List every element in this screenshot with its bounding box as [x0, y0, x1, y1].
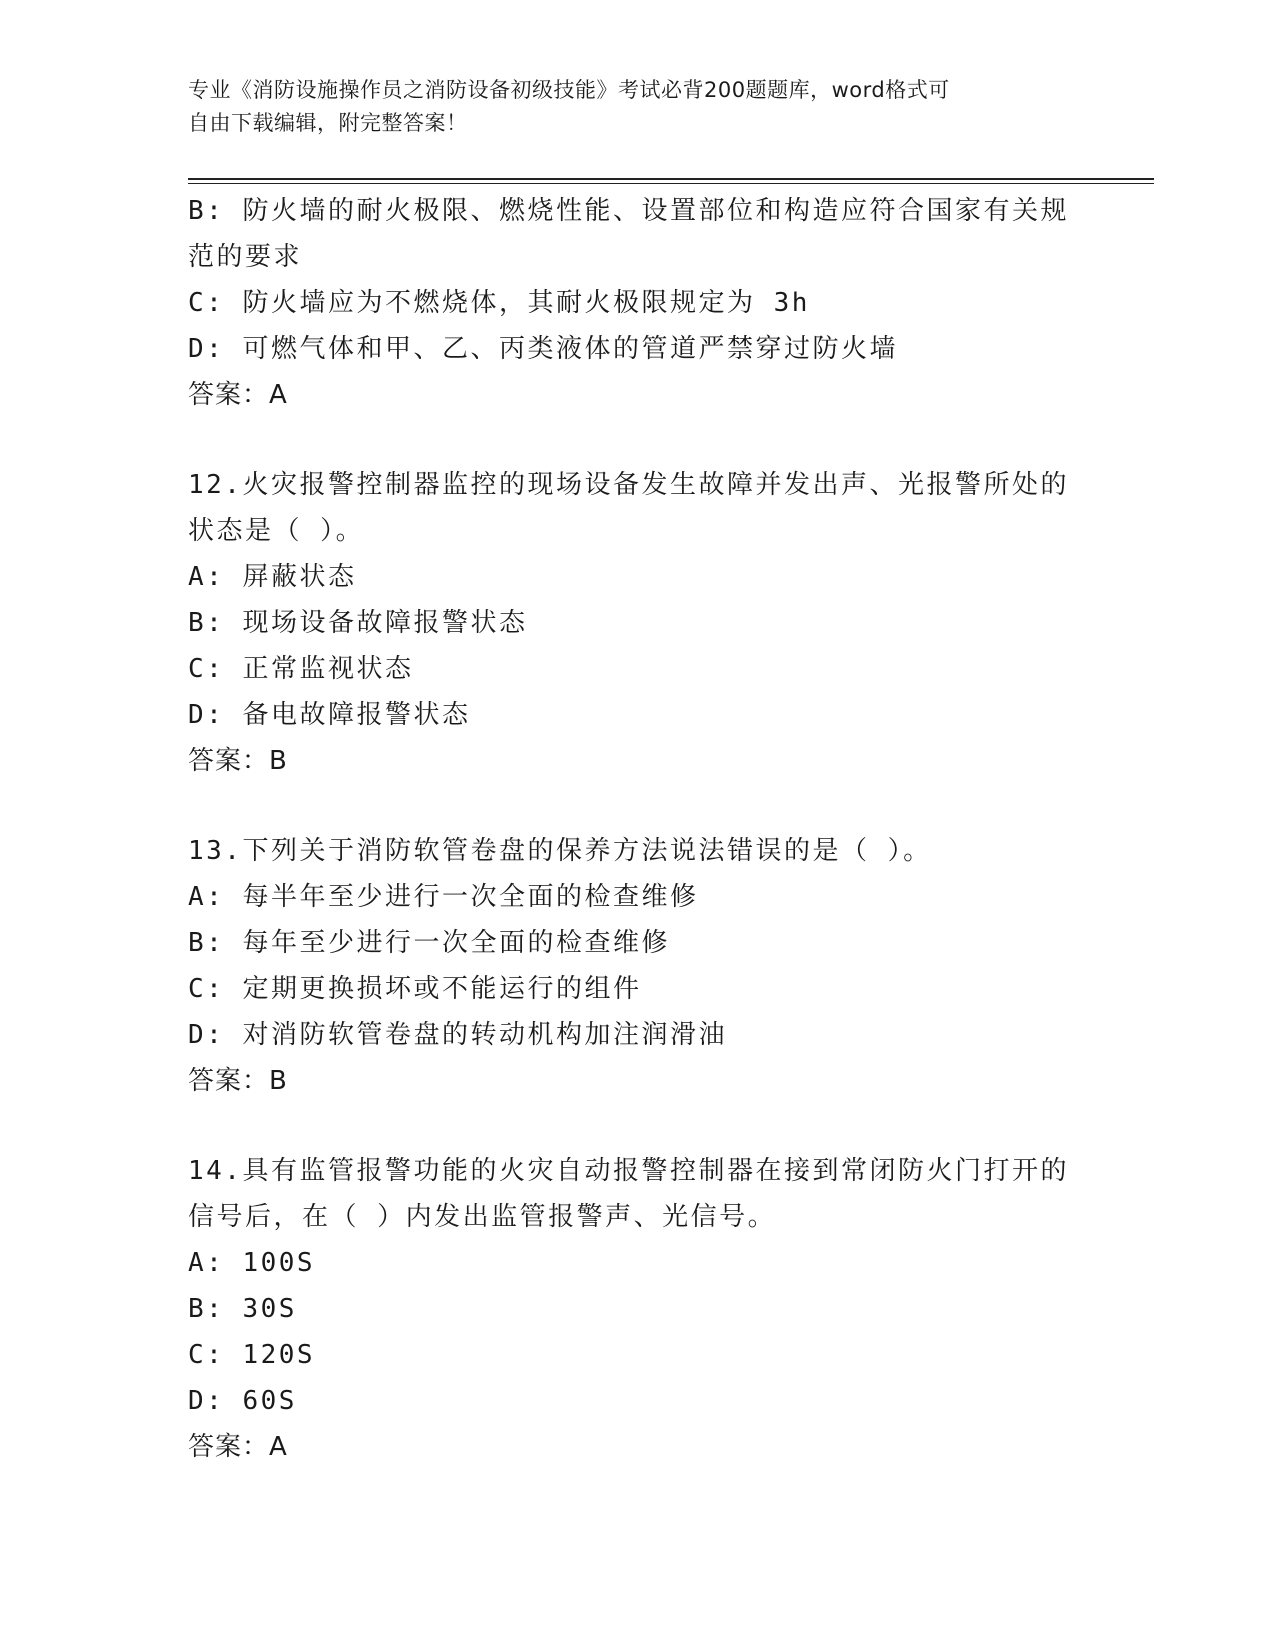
- header-line-1: 专业《消防设施操作员之消防设备初级技能》考试必背200题题库，word格式可: [188, 78, 950, 102]
- option-c: C: 定期更换损坏或不能运行的组件: [188, 974, 642, 1004]
- answer: 答案：A: [188, 1432, 288, 1462]
- option-b: B: 现场设备故障报警状态: [188, 608, 528, 638]
- spacer: [188, 784, 1088, 828]
- question-text-line-1: 14.具有监管报警功能的火灾自动报警控制器在接到常闭防火门打开的: [188, 1156, 1069, 1186]
- option-b-line-2: 范的要求: [188, 242, 303, 272]
- question-11: [188, 188, 1088, 418]
- option-b: B: 每年至少进行一次全面的检查维修: [188, 928, 670, 958]
- option-a: A: 100S: [188, 1248, 316, 1278]
- document-header: [188, 74, 1088, 140]
- spacer: [188, 418, 1088, 462]
- option-d: D: 对消防软管卷盘的转动机构加注润滑油: [188, 1020, 727, 1050]
- option-a: A: 每半年至少进行一次全面的检查维修: [188, 882, 699, 912]
- header-divider-thick: [188, 178, 1154, 180]
- option-c: C: 120S: [188, 1340, 316, 1370]
- answer: 答案：B: [188, 746, 288, 776]
- question-12: [188, 462, 1088, 784]
- option-c: C: 防火墙应为不燃烧体，其耐火极限规定为 3h: [188, 288, 810, 318]
- question-14: [188, 1148, 1088, 1470]
- question-13: [188, 828, 1088, 1104]
- spacer: [188, 1104, 1088, 1148]
- question-text-line-2: 信号后，在（ ）内发出监管报警声、光信号。: [188, 1202, 777, 1232]
- option-b-line-1: B: 防火墙的耐火极限、燃烧性能、设置部位和构造应符合国家有关规: [188, 196, 1069, 226]
- answer: 答案：A: [188, 380, 288, 410]
- question-list: [188, 188, 1088, 1470]
- header-line-2: 自由下载编辑，附完整答案！: [188, 111, 468, 135]
- question-text-line-2: 状态是（ ）。: [188, 516, 365, 546]
- option-b: B: 30S: [188, 1294, 297, 1324]
- option-d: D: 可燃气体和甲、乙、丙类液体的管道严禁穿过防火墙: [188, 334, 898, 364]
- question-text-line-1: 12.火灾报警控制器监控的现场设备发生故障并发出声、光报警所处的: [188, 470, 1069, 500]
- option-a: A: 屏蔽状态: [188, 562, 357, 592]
- option-d: D: 备电故障报警状态: [188, 700, 471, 730]
- question-text-line-1: 13.下列关于消防软管卷盘的保养方法说法错误的是（ ）。: [188, 836, 932, 866]
- option-d: D: 60S: [188, 1386, 297, 1416]
- answer: 答案：B: [188, 1066, 288, 1096]
- option-c: C: 正常监视状态: [188, 654, 414, 684]
- header-divider-thin: [188, 183, 1154, 184]
